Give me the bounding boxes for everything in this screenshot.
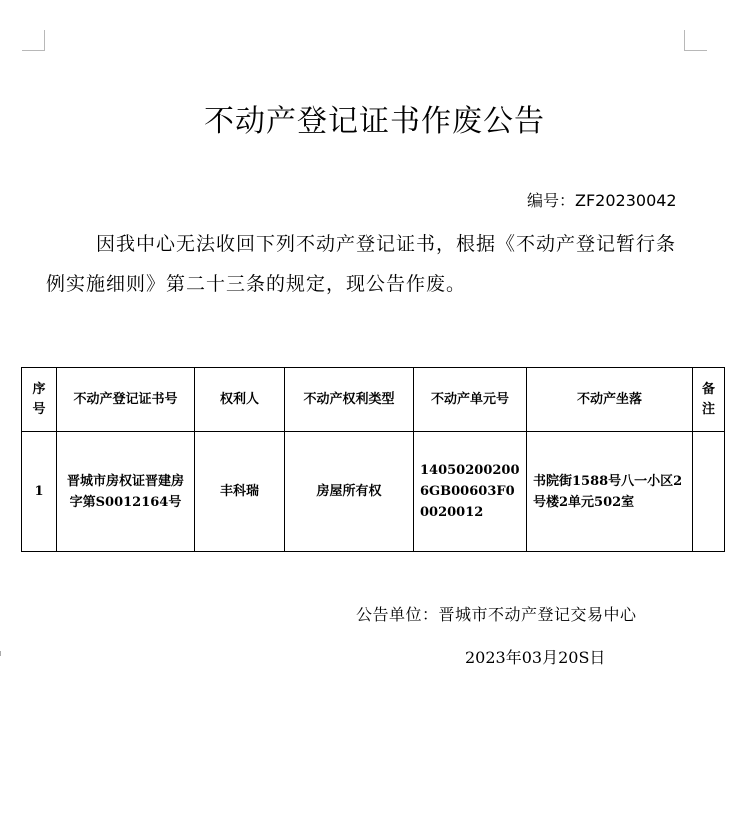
header-cell-certificate-number: 不动产登记证书号 [57,368,195,432]
page-edge-mark [0,651,4,656]
cell-right-type: 房屋所有权 [285,432,414,552]
page-corner-mark-top-left [22,30,45,51]
issuing-organization: 公告单位：晋城市不动产登记交易中心 [356,605,637,624]
table-row [22,432,725,552]
announcement-body: 因我中心无法收回下列不动产登记证书，根据《不动产登记暂行条例实施细则》第二十三条的规定，现公告作废。 [46,233,677,295]
header-cell-location: 不动产坐落 [527,368,693,432]
cell-location: 书院街1588号八一小区2号楼2单元502室 [527,432,693,552]
cell-remarks [693,432,725,552]
cell-certificate-number: 晋城市房权证晋建房字第S0012164号 [57,432,195,552]
page-corner-mark-top-right [684,30,707,51]
header-cell-right-holder: 权利人 [195,368,285,432]
document-number: 编号：ZF20230042 [527,191,677,210]
certificate-table [21,367,725,552]
document-title: 不动产登记证书作废公告 [204,104,545,139]
cell-right-holder: 丰科瑞 [195,432,285,552]
header-cell-unit-number: 不动产单元号 [414,368,527,432]
header-cell-remarks: 备注 [693,368,725,432]
cell-unit-number: 140502002006GB00603F00020012 [414,432,527,552]
cell-index: 1 [22,432,57,552]
header-cell-index: 序号 [22,368,57,432]
issue-date: 2023年03月20S日 [465,648,606,667]
header-cell-right-type: 不动产权利类型 [285,368,414,432]
table-header-row [22,368,725,432]
